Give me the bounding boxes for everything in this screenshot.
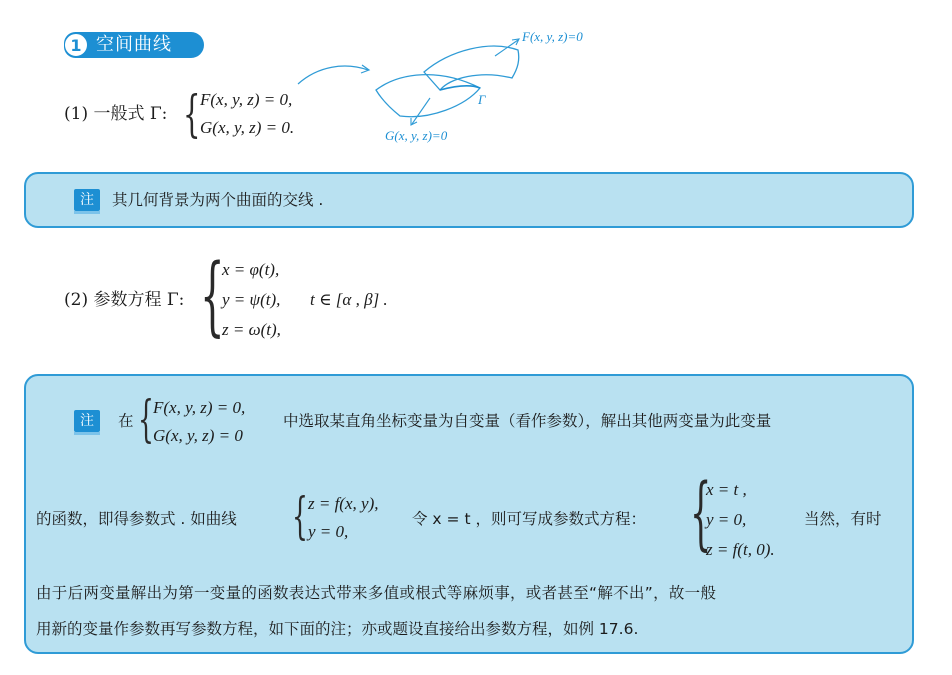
section-number: 1 bbox=[64, 33, 88, 57]
param-form-eq2: y = ψ(t), bbox=[222, 290, 281, 309]
note2-curve-eq2: y = 0, bbox=[308, 522, 349, 541]
note2-line2-post: 当然，有时 bbox=[804, 510, 882, 528]
note2-system-eq1: F(x, y, z) = 0, bbox=[153, 398, 246, 417]
note2-line1-post: 中选取某直角坐标变量为自变量（看作参数），解出其他两变量为此变量 bbox=[283, 412, 772, 430]
param-form-brace: { bbox=[200, 246, 225, 346]
note2-line2-pre: 的函数，即得参数式 . 如曲线 bbox=[36, 510, 237, 528]
param-form-eq1: x = φ(t), bbox=[222, 260, 280, 279]
intersection-curve bbox=[440, 86, 480, 90]
note2-line4: 用新的变量作参数再写参数方程，如下面的注；亦或题设直接给出参数方程，如例 17.6. bbox=[36, 620, 639, 638]
note2-param-eq2: y = 0, bbox=[706, 510, 747, 529]
note2-param-eq3: z = f(t, 0). bbox=[706, 540, 775, 559]
note2-system-brace: { bbox=[138, 390, 154, 448]
note-icon-1: 注 bbox=[74, 189, 100, 211]
param-form-range: t ∈ [α , β] . bbox=[310, 290, 388, 309]
section-title: 空间曲线 bbox=[96, 34, 172, 55]
note2-param-eq1: x = t , bbox=[706, 480, 747, 499]
note1-text: 其几何背景为两个曲面的交线 . bbox=[112, 191, 324, 209]
note2-line1-pre: 在 bbox=[118, 412, 134, 430]
note2-param-brace: { bbox=[690, 466, 712, 559]
general-form-label: (1) 一般式 Γ: bbox=[64, 104, 168, 124]
note2-line2-mid: 令 x = t ，则可写成参数式方程： bbox=[412, 510, 646, 528]
curve-gamma-label: Γ bbox=[478, 92, 486, 107]
general-form-brace: { bbox=[183, 85, 201, 143]
surface-f-label: F(x, y, z)=0 bbox=[522, 29, 583, 44]
note-icon-2: 注 bbox=[74, 410, 100, 432]
param-form-eq3: z = ω(t), bbox=[222, 320, 281, 339]
note2-curve-brace: { bbox=[292, 487, 308, 545]
surface-g-shape bbox=[376, 75, 480, 117]
param-form-label: (2) 参数方程 Γ: bbox=[64, 290, 185, 310]
pointer-arrow bbox=[298, 66, 368, 84]
note2-curve-eq1: z = f(x, y), bbox=[308, 494, 379, 513]
surface-g-label: G(x, y, z)=0 bbox=[385, 128, 448, 143]
surface-intersection-diagram bbox=[290, 28, 620, 150]
note2-line3: 由于后两变量解出为第一变量的函数表达式带来多值或根式等麻烦事，或者甚至“解不出”，故一般 bbox=[36, 584, 717, 602]
general-form-eq1: F(x, y, z) = 0, bbox=[200, 90, 293, 109]
note2-system-eq2: G(x, y, z) = 0 bbox=[153, 426, 243, 445]
general-form-eq2: G(x, y, z) = 0. bbox=[200, 118, 295, 137]
